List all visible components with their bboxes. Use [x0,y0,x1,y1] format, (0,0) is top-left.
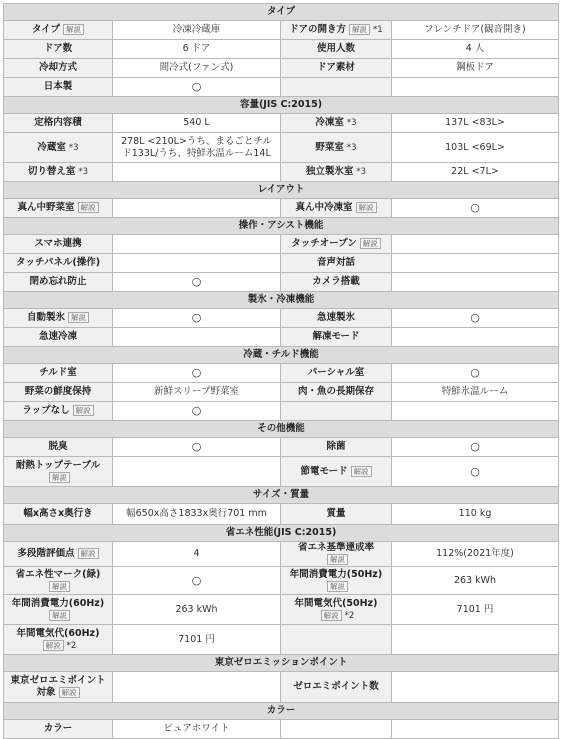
touch-open-value [392,235,559,254]
section-chill: 冷蔵・チルド機能 [4,347,559,364]
multi-rating-label: 多段階評価点 解説 [4,542,113,567]
made-in-japan-label: 日本製 [4,78,113,97]
voice-value [392,254,559,273]
explain-tag[interactable]: 解説 [327,581,348,592]
vegetable-label: 野菜室 *3 [281,133,392,163]
footnote-mark: *2 [344,610,355,621]
sterilize-mark: ○ [392,438,559,457]
empty-cell [392,625,559,655]
explain-tag[interactable]: 解説 [73,405,94,416]
empty-cell [281,78,392,97]
meat-fish-label: 肉・魚の長期保存 [281,383,392,402]
door-open-label: ドアの開き方 解説 *1 [281,21,392,40]
weight-label: 質量 [281,504,392,525]
auto-ice-label: 自動製氷 解説 [4,309,113,328]
empty-cell [392,720,559,739]
forget-close-label: 閉め忘れ防止 [4,273,113,292]
forget-close-mark: ○ [113,273,281,292]
rated-capacity-label: 定格内容積 [4,114,113,133]
spec-table [3,3,559,739]
power-save-mark: ○ [392,457,559,487]
footnote-mark: *3 [346,118,357,128]
color-value: ピュアホワイト [113,720,281,739]
footnote-mark: *2 [66,640,77,651]
section-energy: 省エネ性能(JIS C:2015) [4,525,559,542]
annual-power-60-value: 263 kWh [113,595,281,625]
voice-label: 音声対話 [281,254,392,273]
sterilize-label: 除菌 [281,438,392,457]
thaw-mode-label: 解凍モード [281,328,392,347]
explain-tag[interactable]: 解説 [78,548,99,559]
section-operation: 操作・アシスト機能 [4,218,559,235]
type-label: タイプ 解説 [4,21,113,40]
section-other: その他機能 [4,421,559,438]
empty-cell [392,402,559,421]
partial-mark: ○ [392,364,559,383]
tokyo-target-value [113,672,281,703]
door-material-label: ドア素材 [281,59,392,78]
chilled-label: チルド室 [4,364,113,383]
smartphone-value [113,235,281,254]
weight-value: 110 kg [392,504,559,525]
meat-fish-value: 特鮮氷温ルーム [392,383,559,402]
door-open-value[interactable]: フレンチドア(観音開き) [392,21,559,40]
zero-emi-points-value [392,672,559,703]
empty-cell [281,625,392,655]
energy-rate-label: 省エネ基準達成率 解説 [281,542,392,567]
chilled-mark: ○ [113,364,281,383]
mid-freezer-label: 真ん中冷凍室 解説 [281,199,392,218]
freezer-value: 137L <83L> [392,114,559,133]
switch-room-value [113,163,281,182]
cooling-label: 冷却方式 [4,59,113,78]
section-layout: レイアウト [4,182,559,199]
empty-cell [281,402,392,421]
touch-panel-label: タッチパネル(操作) [4,254,113,273]
energy-rate-value: 112%(2021年度) [392,542,559,567]
section-tokyo: 東京ゼロエミッションポイント [4,655,559,672]
veg-fresh-value: 新鮮スリープ野菜室 [113,383,281,402]
power-save-label: 節電モード 解説 [281,457,392,487]
footnote-mark: *3 [346,142,357,153]
ice-room-label: 独立製氷室 *3 [281,163,392,182]
energy-mark-value: ○ [113,567,281,595]
fridge-value: 278L <210L>うち、まるごとチルド133L/うち、特鮮氷温ルーム14L [113,133,281,163]
energy-mark-label: 省エネ性マーク(緑) 解説 [4,567,113,595]
annual-power-50-value: 263 kWh [392,567,559,595]
section-size: サイズ・質量 [4,487,559,504]
footnote-mark: *3 [68,142,79,153]
quick-freeze-label: 急速冷凍 [4,328,113,347]
explain-tag[interactable]: 解説 [43,640,64,651]
tokyo-target-label: 東京ゼロエミポイント対象 解説 [4,672,113,703]
doors-value[interactable]: 6 ドア [113,40,281,59]
explain-tag[interactable]: 解説 [49,472,70,483]
explain-tag[interactable]: 解説 [349,24,370,35]
explain-tag[interactable]: 解説 [78,202,99,213]
annual-power-60-label: 年間消費電力(60Hz) 解説 [4,595,113,625]
section-type: タイプ [4,4,559,21]
section-ice: 製氷・冷凍機能 [4,292,559,309]
section-capacity: 容量(JIS C:2015) [4,97,559,114]
door-material-value: 鋼板ドア [392,59,559,78]
smartphone-label: スマホ連携 [4,235,113,254]
touch-open-label: タッチオープン 解説 [281,235,392,254]
auto-ice-mark: ○ [113,309,281,328]
explain-tag[interactable]: 解説 [59,687,80,698]
annual-cost-50-label: 年間電気代(50Hz) 解説 *2 [281,595,392,625]
no-wrap-label: ラップなし 解説 [4,402,113,421]
annual-power-50-label: 年間消費電力(50Hz) 解説 [281,567,392,595]
footnote-mark: *1 [373,25,383,35]
quick-ice-mark: ○ [392,309,559,328]
vegetable-value: 103L <69L> [392,133,559,163]
camera-value [392,273,559,292]
deodorize-label: 脱臭 [4,438,113,457]
quick-freeze-value [113,328,281,347]
empty-cell [281,720,392,739]
explain-tag[interactable]: 解説 [356,202,377,213]
footnote-mark: *3 [78,167,89,177]
zero-emi-points-label: ゼロエミポイント数 [281,672,392,703]
fridge-label: 冷蔵室 *3 [4,133,113,163]
partial-label: パーシャル室 [281,364,392,383]
annual-cost-50-value[interactable]: 7101 円 [392,595,559,625]
explain-tag[interactable]: 解説 [327,554,348,565]
freezer-label: 冷凍室 *3 [281,114,392,133]
thaw-mode-value [392,328,559,347]
section-color: カラー [4,703,559,720]
multi-rating-value: 4 [113,542,281,567]
touch-panel-value [113,254,281,273]
mid-vegetable-value [113,199,281,218]
explain-tag[interactable]: 解説 [63,24,84,35]
mid-vegetable-label: 真ん中野菜室 解説 [4,199,113,218]
deodorize-mark: ○ [113,438,281,457]
heat-top-value [113,457,281,487]
dimensions-label: 幅x高さx奥行き [4,504,113,525]
explain-tag[interactable]: 解説 [49,610,70,621]
veg-fresh-label: 野菜の鮮度保持 [4,383,113,402]
cooling-value[interactable]: 間冷式(ファン式) [113,59,281,78]
footnote-mark: *3 [356,167,367,177]
rated-capacity-value[interactable]: 540 L [113,114,281,133]
explain-tag[interactable]: 解説 [68,312,89,323]
switch-room-label: 切り替え室 *3 [4,163,113,182]
explain-tag[interactable]: 解説 [351,466,372,477]
camera-label: カメラ搭載 [281,273,392,292]
doors-label: ドア数 [4,40,113,59]
quick-ice-label: 急速製氷 [281,309,392,328]
users-value[interactable]: 4 人 [392,40,559,59]
color-label: カラー [4,720,113,739]
empty-cell [392,78,559,97]
dimensions-value: 幅650x高さ1833x奥行701 mm [113,504,281,525]
ice-room-value: 22L <7L> [392,163,559,182]
explain-tag[interactable]: 解説 [49,581,70,592]
explain-tag[interactable]: 解説 [321,610,342,621]
made-in-japan-mark: ○ [113,78,281,97]
type-value[interactable]: 冷凍冷蔵庫 [113,21,281,40]
users-label: 使用人数 [281,40,392,59]
heat-top-label: 耐熱トップテーブル 解説 [4,457,113,487]
no-wrap-mark: ○ [113,402,281,421]
mid-freezer-mark: ○ [392,199,559,218]
explain-tag[interactable]: 解説 [360,238,381,249]
annual-cost-60-value[interactable]: 7101 円 [113,625,281,655]
annual-cost-60-label: 年間電気代(60Hz) 解説 *2 [4,625,113,655]
